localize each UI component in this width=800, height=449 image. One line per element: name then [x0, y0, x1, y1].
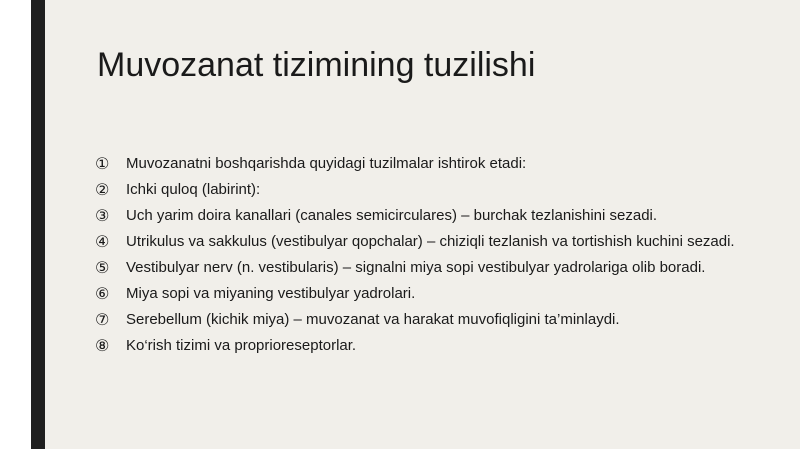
list-number: ③ — [95, 206, 110, 225]
list-item — [95, 180, 735, 199]
list-item — [95, 154, 735, 173]
list-number: ⑤ — [95, 258, 110, 277]
list-number: ② — [95, 180, 110, 199]
list-item — [95, 336, 735, 355]
list-number: ⑥ — [95, 284, 110, 303]
list-item-text: Vestibulyar nerv (n. vestibularis) – signalni miya sopi vestibulyar yadrolariga olib boradi. — [126, 259, 706, 276]
list-number: ① — [95, 154, 110, 173]
list-number: ⑦ — [95, 310, 110, 329]
list-item — [95, 310, 735, 329]
list-item-text: Utrikulus va sakkulus (vestibulyar qopchalar) – chiziqli tezlanish va tortishish kuchini sezadi. — [126, 233, 735, 250]
list-item — [95, 284, 735, 303]
bullet-list — [95, 154, 735, 362]
accent-bar — [31, 0, 45, 449]
list-item — [95, 258, 735, 277]
list-item-text: Serebellum (kichik miya) – muvozanat va harakat muvofiqligini ta’minlaydi. — [126, 311, 620, 328]
list-number: ④ — [95, 232, 110, 251]
list-item-text: Uch yarim doira kanallari (canales semicirculares) – burchak tezlanishini sezadi. — [126, 207, 658, 224]
list-item-text: Muvozanatni boshqarishda quyidagi tuzilmalar ishtirok etadi: — [126, 155, 527, 172]
slide-left-margin — [0, 0, 31, 449]
list-number: ⑧ — [95, 336, 110, 355]
list-item — [95, 206, 735, 225]
list-item-text: Miya sopi va miyaning vestibulyar yadrolari. — [126, 285, 416, 302]
list-item-text: Ko‘rish tizimi va proprioreseptorlar. — [126, 337, 357, 354]
list-item-text: Ichki quloq (labirint): — [126, 181, 261, 198]
list-item — [95, 232, 735, 251]
slide-title: Muvozanat tizimining tuzilishi — [97, 46, 536, 84]
